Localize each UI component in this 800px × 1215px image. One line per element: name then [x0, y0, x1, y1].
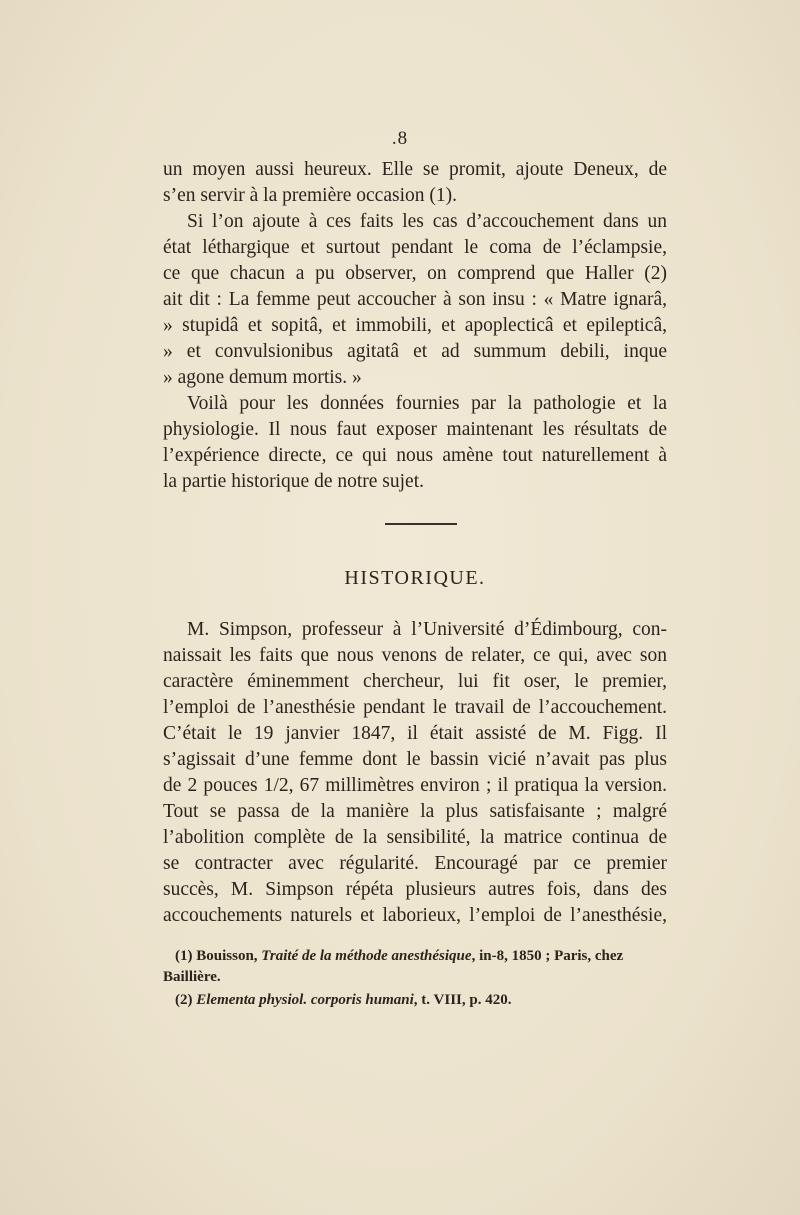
text-line: succès, M. Simpson répéta plusieurs autres fois, dans des [163, 879, 667, 900]
footnotes [163, 946, 667, 1013]
page-number: .8 [391, 128, 409, 149]
intro-text [163, 157, 667, 495]
text-line: ait dit : La femme peut accoucher à son insu : « Matre ignarâ, [163, 289, 667, 310]
footnote-title: Elementa physiol. corporis humani [196, 992, 414, 1008]
text-line: s’en servir à la première occasion (1). [163, 185, 457, 206]
text-line: physiologie. Il nous faut exposer maintenant les résultats de [163, 419, 667, 440]
section-text [163, 617, 667, 929]
footnote-continuation: Baillière. [163, 969, 221, 985]
footnote-2 [163, 990, 667, 1011]
text-line: naissait les faits que nous venons de relater, ce qui, avec son [163, 645, 667, 666]
text-line: ce que chacun a pu observer, on comprend que Haller (2) [163, 263, 667, 284]
text-line: accouchements naturels et laborieux, l’emploi de l’anesthésie, [163, 905, 667, 926]
text-line: l’emploi de l’anesthésie pendant le travail de l’accouchement. [163, 697, 667, 718]
footnote-detail: , t. VIII, p. 420. [413, 992, 512, 1008]
text-line: Si l’on ajoute à ces faits les cas d’accouchement dans un [187, 211, 667, 232]
text-line: de 2 pouces 1/2, 67 millimètres environ ; il pratiqua la version. [163, 775, 667, 796]
section-heading: HISTORIQUE. [344, 567, 486, 589]
text-line: C’était le 19 janvier 1847, il était assisté de M. Figg. Il [163, 723, 667, 744]
text-line: la partie historique de notre sujet. [163, 471, 425, 492]
text-line: s’agissait d’une femme dont le bassin vicié n’avait pas plus [163, 749, 667, 770]
section-divider [385, 523, 457, 525]
text-line: Voilà pour les données fournies par la pathologie et la [187, 393, 667, 414]
text-line: l’abolition complète de la sensibilité, la matrice continua de [163, 827, 667, 848]
text-line: se contracter avec régularité. Encouragé par ce premier [163, 853, 667, 874]
text-line: » agone demum mortis. » [163, 367, 362, 388]
footnote-detail: , in-8, 1850 ; Paris, chez [471, 948, 624, 964]
text-line: un moyen aussi heureux. Elle se promit, ajoute Deneux, de [163, 159, 667, 180]
text-line: » stupidâ et sopitâ, et immobili, et apoplecticâ et epilepticâ, [163, 315, 667, 336]
text-line: M. Simpson, professeur à l’Université d’Édimbourg, con- [187, 619, 667, 640]
text-line: l’expérience directe, ce qui nous amène tout naturellement à [163, 445, 667, 466]
footnote-1 [163, 946, 667, 988]
footnote-marker: (1) [175, 948, 193, 964]
text-line: caractère éminemment chercheur, lui fit oser, le premier, [163, 671, 667, 692]
footnote-marker: (2) [175, 992, 193, 1008]
text-line: Tout se passa de la manière la plus satisfaisante ; malgré [163, 801, 667, 822]
text-line: état léthargique et surtout pendant le coma de l’éclampsie, [163, 237, 667, 258]
footnote-author: Bouisson, [196, 948, 258, 964]
footnote-title: Traité de la méthode anesthésique [261, 948, 472, 964]
text-line: » et convulsionibus agitatâ et ad summum debili, inque [163, 341, 667, 362]
